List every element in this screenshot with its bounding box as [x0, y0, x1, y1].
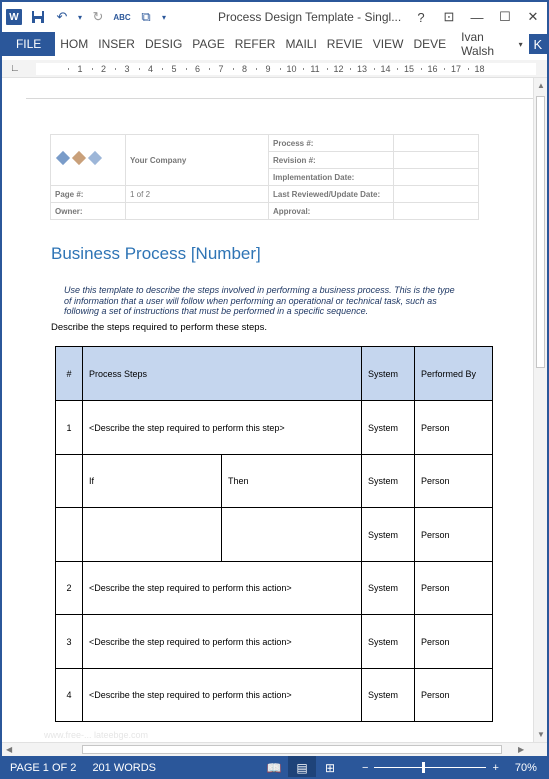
- ruler-number: 3: [124, 64, 130, 74]
- tab-view[interactable]: VIEW: [372, 37, 404, 51]
- zoom-level[interactable]: 70%: [514, 761, 537, 774]
- zoom-control: [362, 756, 537, 779]
- customize-qat-icon[interactable]: ▾: [161, 12, 166, 22]
- help-button[interactable]: ?: [417, 9, 425, 25]
- step-performer[interactable]: Person: [415, 401, 493, 455]
- ruler-tick: [115, 68, 116, 70]
- last-reviewed-label: Last Reviewed/Update Date:: [269, 186, 394, 203]
- tab-review[interactable]: REVIE: [326, 37, 363, 51]
- undo-dropdown-icon[interactable]: ▾: [77, 12, 82, 22]
- ruler-tick: [303, 68, 304, 70]
- step-description[interactable]: <Describe the step required to perform this action>: [83, 615, 362, 669]
- tab-file[interactable]: FILE: [2, 32, 55, 56]
- user-avatar[interactable]: K: [529, 34, 547, 54]
- header-margin-line: [26, 98, 533, 99]
- read-mode-icon[interactable]: 📖: [266, 760, 282, 775]
- header-performed-by: Performed By: [415, 347, 493, 401]
- window-controls: [407, 2, 547, 32]
- table-row[interactable]: [56, 508, 493, 562]
- step-number: 2: [56, 562, 83, 615]
- ruler-tick: [374, 68, 375, 70]
- step-description[interactable]: <Describe the step required to perform this action>: [83, 669, 362, 722]
- document-header-table: [50, 134, 479, 220]
- ruler-tick: [68, 68, 69, 70]
- table-row[interactable]: [56, 455, 493, 508]
- page-count[interactable]: PAGE 1 OF 2: [10, 761, 77, 774]
- ruler-number: 1: [77, 64, 83, 74]
- chevron-down-icon: ▾: [518, 39, 523, 49]
- ruler-number: 9: [265, 64, 271, 74]
- ruler-number: 6: [194, 64, 201, 74]
- user-name: Ivan Walsh: [461, 30, 495, 58]
- table-row[interactable]: [56, 669, 493, 722]
- watermark-text: www.free-... lateebge.com: [44, 730, 149, 740]
- ruler-tick: [397, 68, 398, 70]
- status-bar: [2, 756, 547, 779]
- vertical-scroll-thumb[interactable]: [536, 96, 545, 368]
- then-cell[interactable]: [222, 508, 362, 562]
- then-cell[interactable]: Then: [222, 455, 362, 508]
- instruction-text[interactable]: Describe the steps required to perform these steps.: [51, 322, 267, 333]
- owner-value[interactable]: [126, 203, 269, 220]
- undo-icon[interactable]: ↶: [56, 9, 68, 24]
- ribbon-display-icon[interactable]: ⊡: [443, 9, 455, 24]
- ruler-number: 12: [333, 64, 344, 74]
- ruler-tick: [327, 68, 328, 70]
- ruler-number: 10: [286, 64, 297, 74]
- ruler-tick: [162, 68, 163, 70]
- table-row[interactable]: [56, 401, 493, 455]
- step-system[interactable]: System: [362, 562, 415, 615]
- step-system[interactable]: System: [362, 669, 415, 722]
- zoom-out-button[interactable]: −: [362, 761, 369, 774]
- ruler-tick: [233, 68, 234, 70]
- scroll-up-icon[interactable]: ▲: [537, 81, 545, 90]
- header-process-steps: Process Steps: [83, 347, 362, 401]
- ruler-number: 2: [100, 64, 107, 74]
- company-logo-cell: [51, 135, 126, 186]
- step-description[interactable]: <Describe the step required to perform this step>: [83, 401, 362, 455]
- step-system[interactable]: System: [362, 455, 415, 508]
- header-number: #: [56, 347, 83, 401]
- document-canvas[interactable]: [2, 79, 533, 742]
- header-system: System: [362, 347, 415, 401]
- revision-value[interactable]: [394, 152, 479, 169]
- save-icon[interactable]: [26, 2, 50, 32]
- ruler-tick: [468, 68, 469, 70]
- ruler-number: 8: [241, 64, 248, 74]
- if-cell[interactable]: If: [83, 455, 222, 508]
- user-account[interactable]: [461, 30, 522, 58]
- document-heading[interactable]: Business Process [Number]: [51, 244, 261, 263]
- document-title: Process Design Template - Singl...: [218, 10, 402, 24]
- approval-label: Approval:: [269, 203, 394, 220]
- ruler-tick: [92, 68, 93, 70]
- company-logo: [55, 150, 115, 170]
- tab-design[interactable]: DESIG: [144, 37, 183, 51]
- web-layout-icon[interactable]: ⊞: [324, 760, 336, 775]
- quick-access-toolbar: [2, 2, 170, 32]
- maximize-button[interactable]: ☐: [499, 9, 511, 24]
- view-buttons: [260, 756, 344, 779]
- tab-home[interactable]: HOM: [60, 37, 89, 51]
- ruler-tick: [139, 68, 140, 70]
- close-button[interactable]: ✕: [527, 9, 539, 24]
- owner-label: Owner:: [51, 203, 126, 220]
- ruler-number: 13: [356, 64, 368, 74]
- implementation-date-value[interactable]: [394, 169, 479, 186]
- step-system[interactable]: System: [362, 508, 415, 562]
- ruler-number: 4: [147, 64, 154, 74]
- ruler-number: 5: [171, 64, 177, 74]
- zoom-slider[interactable]: [374, 767, 486, 768]
- title-bar: [2, 2, 547, 32]
- last-reviewed-value[interactable]: [394, 186, 479, 203]
- ruler-tick: [280, 68, 281, 70]
- tab-insert[interactable]: INSER: [98, 37, 135, 51]
- page-label: Page #:: [51, 186, 126, 203]
- ruler-number: 15: [403, 64, 415, 74]
- logo-diamond: [72, 151, 86, 165]
- redo-icon[interactable]: ↻: [92, 9, 104, 24]
- step-performer[interactable]: Person: [415, 615, 493, 669]
- ribbon-tabs: [2, 32, 547, 56]
- step-system[interactable]: System: [362, 401, 415, 455]
- scroll-left-icon[interactable]: ◀: [6, 745, 13, 754]
- word-count[interactable]: 201 WORDS: [92, 761, 157, 774]
- horizontal-ruler[interactable]: [2, 60, 547, 78]
- step-performer[interactable]: Person: [415, 455, 493, 508]
- ruler-tick: [256, 68, 257, 70]
- scroll-right-icon[interactable]: ▶: [518, 745, 525, 754]
- step-number: 3: [56, 615, 83, 669]
- tab-developer[interactable]: DEVE: [413, 37, 447, 51]
- scroll-down-icon[interactable]: ▼: [537, 730, 545, 739]
- spelling-icon[interactable]: ABC: [113, 12, 131, 22]
- step-number: [56, 455, 83, 508]
- implementation-date-label: Implementation Date:: [269, 169, 394, 186]
- step-performer[interactable]: Person: [415, 562, 493, 615]
- revision-label: Revision #:: [269, 152, 394, 169]
- tab-references[interactable]: REFER: [234, 37, 276, 51]
- ruler-number: 18: [474, 64, 485, 74]
- ruler-number: 14: [380, 64, 391, 74]
- if-cell[interactable]: [83, 508, 222, 562]
- word-app-icon[interactable]: W: [2, 2, 26, 32]
- step-performer[interactable]: Person: [415, 669, 493, 722]
- tab-selector-icon[interactable]: ∟: [10, 63, 20, 74]
- print-layout-icon[interactable]: ▤: [288, 756, 316, 779]
- ruler-tick: [444, 68, 445, 70]
- intro-paragraph[interactable]: Use this template to describe the steps involved in performing a business process. This is the type of information that a user will follow when performing an operational or technical task, such as following a set of instructions that must be performed in a specific sequence.: [64, 285, 455, 316]
- approval-value[interactable]: [394, 203, 479, 220]
- zoom-in-button[interactable]: +: [492, 761, 499, 774]
- tab-page-layout[interactable]: PAGE: [192, 37, 225, 51]
- process-steps-table: [55, 346, 493, 722]
- ruler-tick: [186, 68, 187, 70]
- page-value: 1 of 2: [126, 186, 269, 203]
- table-row[interactable]: [56, 562, 493, 615]
- tab-mailings[interactable]: MAILI: [285, 37, 317, 51]
- ruler-number: 16: [427, 64, 438, 74]
- company-name: Your Company: [126, 135, 269, 186]
- ruler-number: 7: [218, 64, 224, 74]
- logo-diamond: [56, 151, 70, 165]
- minimize-button[interactable]: —: [470, 9, 484, 25]
- step-description[interactable]: <Describe the step required to perform this action>: [83, 562, 362, 615]
- step-number: 4: [56, 669, 83, 722]
- step-number: [56, 508, 83, 562]
- horizontal-scroll-thumb[interactable]: [82, 745, 502, 754]
- horizontal-scrollbar[interactable]: [2, 742, 547, 756]
- process-number-value[interactable]: [394, 135, 479, 152]
- table-header-row: [56, 347, 493, 401]
- step-number: 1: [56, 401, 83, 455]
- table-row[interactable]: [56, 615, 493, 669]
- step-performer[interactable]: Person: [415, 508, 493, 562]
- ruler-tick: [209, 68, 210, 70]
- process-number-label: Process #:: [269, 135, 394, 152]
- logo-diamond: [88, 151, 102, 165]
- vertical-scrollbar[interactable]: [533, 78, 547, 742]
- ruler-tick: [421, 68, 422, 70]
- ruler-number: 11: [310, 64, 320, 74]
- ruler-tick: [350, 68, 351, 70]
- touch-mode-icon[interactable]: ⧉: [141, 9, 151, 24]
- ruler-number: 17: [450, 64, 462, 74]
- zoom-slider-thumb[interactable]: [422, 762, 425, 773]
- step-system[interactable]: System: [362, 615, 415, 669]
